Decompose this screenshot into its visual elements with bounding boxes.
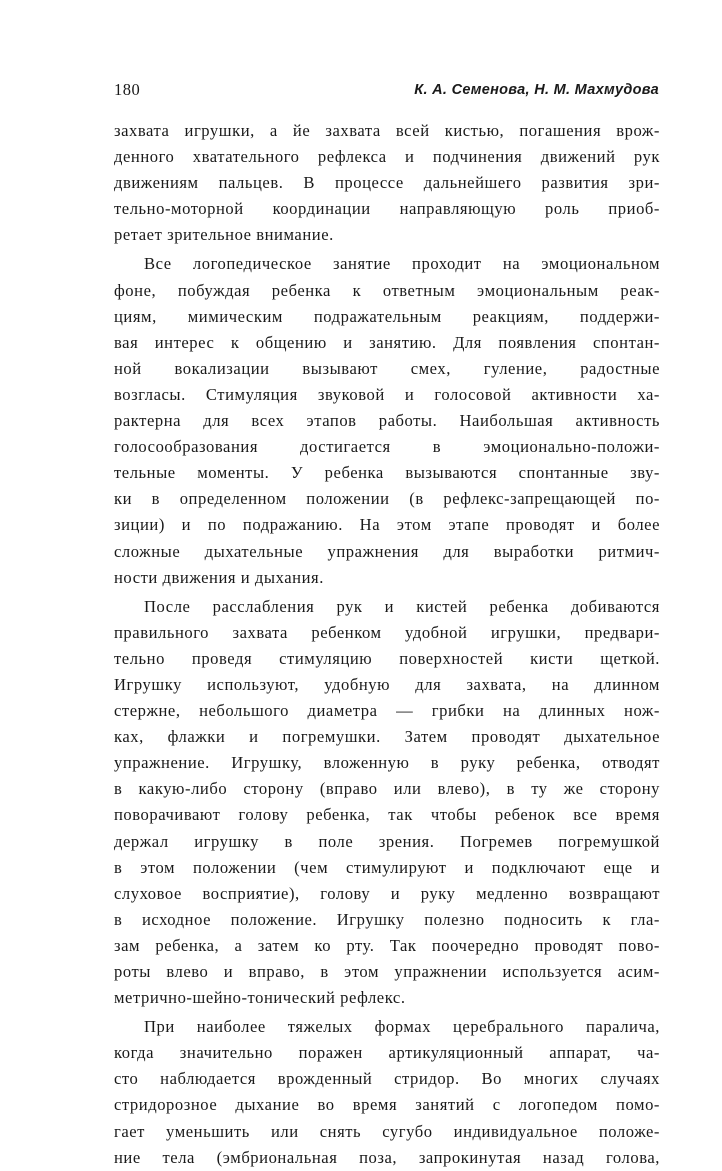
text-line: захвата игрушки, а йе захвата всей кистью, погашения врож- — [114, 121, 660, 140]
paragraph-4 — [114, 1014, 660, 1171]
text-line: ках, флажки и погремушки. Затем проводят дыхательное — [114, 727, 660, 747]
text-line: тельно-моторной координации направляющую роль приоб- — [114, 199, 660, 219]
text-line: зиции) и по подражанию. На этом этапе проводят и более — [114, 515, 660, 535]
text-line: в исходное положение. Игрушку полезно подносить к гла- — [114, 909, 660, 929]
paragraph-3 — [114, 594, 660, 1012]
text-line: сложные дыхательные упражнения для выработки ритмич- — [114, 541, 660, 561]
text-line: ретает зрительное внимание. — [114, 225, 334, 245]
text-line: фоне, побуждая ребенка к ответным эмоциональным реак- — [114, 280, 660, 300]
text-line: рактерна для всех этапов работы. Наибольшая активность — [114, 411, 660, 431]
body-text — [114, 118, 660, 1171]
text-line: поворачивают голову ребенка, так чтобы ребенок все время — [114, 805, 660, 825]
text-line: голосообразования достигается в эмоционально-положи- — [114, 437, 660, 457]
running-head-authors: К. А. Семенова, Н. М. Махмудова — [414, 82, 659, 98]
text-line: циям, мимическим подражательным реакциям, поддержи- — [114, 306, 660, 326]
text-line: стержне, небольшого диаметра — грибки на длинных нож- — [114, 701, 660, 721]
text-line: сто наблюдается врожденный стридор. Во многих случаях — [114, 1069, 660, 1089]
text-line: ние тела (эмбриональная поза, запрокинутая назад голова, — [114, 1147, 660, 1167]
text-line: Все логопедическое занятие проходит на эмоциональном — [144, 254, 660, 274]
paragraph-1 — [114, 118, 660, 248]
text-line: денного хватательного рефлекса и подчинения движений рук — [114, 147, 660, 167]
text-line: При наиболее тяжелых формах церебрального паралича, — [144, 1017, 660, 1037]
text-line: метрично-шейно-тонический рефлекс. — [114, 988, 406, 1008]
running-head — [114, 79, 659, 101]
text-line: вая интерес к общению и занятию. Для появления спонтан- — [114, 332, 660, 352]
text-line: упражнение. Игрушку, вложенную в руку ребенка, отводят — [114, 753, 660, 773]
text-line: правильного захвата ребенком удобной игрушки, предвари- — [114, 622, 660, 642]
text-line: зам ребенка, а затем ко рту. Так поочередно проводят пово- — [114, 935, 660, 955]
text-line: держал игрушку в поле зрения. Погремев погремушкой — [114, 831, 660, 851]
text-line: Игрушку используют, удобную для захвата, на длинном — [114, 674, 660, 694]
paragraph-2 — [114, 251, 660, 590]
text-line: в этом положении (чем стимулируют и подключают еще и — [114, 857, 660, 877]
text-line: роты влево и вправо, в этом упражнении используется асим- — [114, 962, 660, 981]
text-line: ности движения и дыхания. — [114, 567, 324, 587]
text-line: стридорозное дыхание во время занятий с логопедом помо- — [114, 1095, 660, 1115]
text-line: гает уменьшить или снять сугубо индивидуальное положе- — [114, 1121, 660, 1141]
text-line: когда значительно поражен артикуляционный аппарат, ча- — [114, 1043, 660, 1063]
text-line: движениям пальцев. В процессе дальнейшего развития зри- — [114, 173, 660, 193]
text-line: тельно проведя стимуляцию поверхностей кисти щеткой. — [114, 648, 660, 668]
text-line: ной вокализации вызывают смех, гуление, радостные — [114, 358, 660, 378]
text-line: ки в определенном положении (в рефлекс-запрещающей по- — [114, 489, 660, 509]
text-line: слуховое восприятие), голову и руку медленно возвращают — [114, 883, 660, 903]
text-line: возгласы. Стимуляция звуковой и голосовой активности ха- — [114, 384, 660, 404]
text-line: После расслабления рук и кистей ребенка добиваются — [144, 596, 660, 616]
text-line: тельные моменты. У ребенка вызываются спонтанные зву- — [114, 463, 660, 483]
page-number: 180 — [114, 80, 141, 99]
text-line: в какую-либо сторону (вправо или влево), в ту же сторону — [114, 779, 660, 799]
